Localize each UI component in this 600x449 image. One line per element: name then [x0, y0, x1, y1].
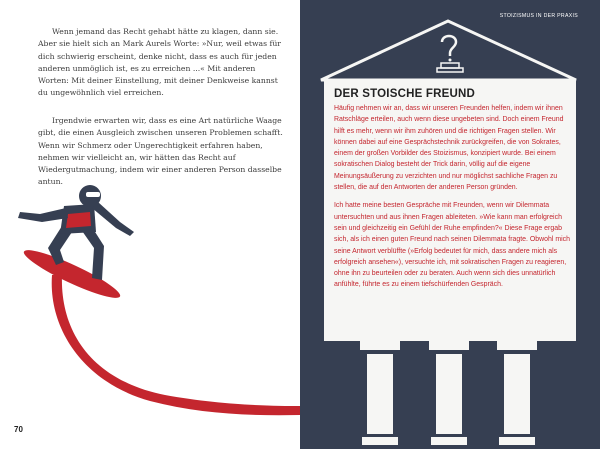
column-capital-3	[497, 341, 537, 350]
column-capital-1	[360, 341, 400, 350]
page-number: 70	[14, 425, 23, 434]
column-shaft-2	[436, 354, 462, 434]
column-capital-2	[429, 341, 469, 350]
running-header: STOIZISMUS IN DER PRAXIS	[499, 13, 578, 19]
rider-arm-left	[18, 208, 68, 222]
trail-ribbon	[52, 275, 300, 415]
snowboard	[20, 243, 124, 304]
column-base-1	[362, 437, 398, 445]
panel-paragraph-1: Häufig nehmen wir an, dass wir unseren Freunden helfen, indem wir ihnen Ratschläge erteilen, auch wenn diese ungebeten sind. Doch einem Freund hilft es mehr, wenn wir ihm zuhören und die richtigen Fragen stellen. Wir können dabei auf eine Gesprächstechnik zurückgreifen, die von Sokrates, einem der großen Vorbilder des Stoizismus, konzipiert wurde. Bei einem sokratischen Dialog besteht der Trick darin, völlig auf die eigene Meinungsäußerung zu verzichten und nur möglichst sachliche Fragen zu stellen, die auf den Antworten der anderen Person gründen.	[334, 105, 564, 192]
temple-pediment	[321, 21, 576, 80]
rider-arm-right	[92, 202, 134, 236]
panel-paragraph-2: Ich hatte meine besten Gespräche mit Freunden, wenn wir Dilemmata untersuchten und aus ihnen Fragen ableiteten. »Wie kann man erfolgreich sein und gleichzeitig ein Gefühl der Ruhe empfinden?« Diese Frage ergab sich, als ich einen guten Freund nach seinen Dilemmata fragte. Obwohl mich seine Antwort verblüffte (»Erfolg bedeutet für mich, dass andere mich als erfolgreich ansehen«), versuchte ich, mit sokratischen Fragen zu reagieren, ohne ihn zu beurteilen oder zu beraten. Auch wenn sich dies unnatürlich anfühlte, führte es zu einem tiefschürfenden Gespräch.	[334, 202, 570, 289]
column-shaft-3	[504, 354, 530, 434]
stoic-friend-box	[334, 88, 570, 291]
body-paragraph-1: Wenn jemand das Recht gehabt hätte zu klagen, dann sie. Aber sie hielt sich an Mark Aurels Worte: »Nur, weil etwas für dich schwierig erscheint, denke nicht, dass es auch für jeden anderen unmöglich ist, es zu erreichen ...« Mit anderen Worten: Mit deiner Einstellung, mit deiner Denkweise kannst du ungewöhnlich viel erreichen.	[38, 27, 281, 98]
column-base-3	[499, 437, 535, 445]
snowboarder-illustration	[0, 150, 300, 449]
column-shaft-1	[367, 354, 393, 434]
question-mark-pedestal-icon	[437, 36, 463, 72]
rider-vest	[66, 212, 91, 228]
rider-goggles	[86, 192, 100, 197]
panel-title: DER STOISCHE FREUND	[334, 88, 475, 100]
column-base-2	[431, 437, 467, 445]
body-paragraph-2: Irgendwie erwarten wir, dass es eine Art natürliche Waage gibt, die einen Ausgleich zwischen unseren Problemen schafft. Wenn wir Schmerz oder Ungerechtigkeit erfahren haben, nehmen wir vielleicht an, wir hätten das Recht auf Wiedergutmachung, indem wir einer anderen Person dasselbe antun.	[38, 116, 283, 187]
